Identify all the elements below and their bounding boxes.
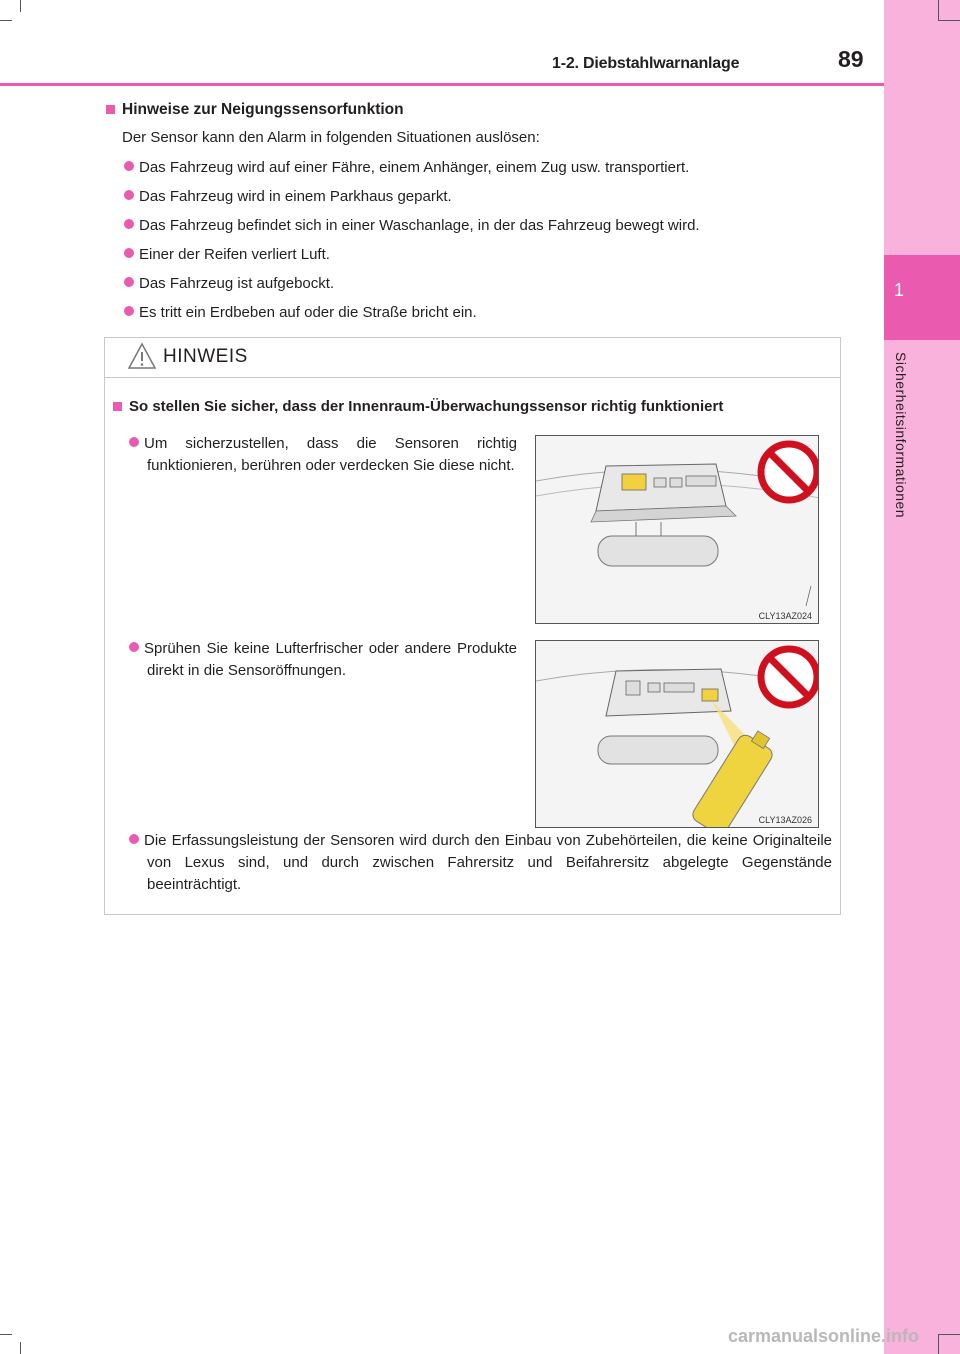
crop-mark <box>938 20 960 21</box>
notice-header <box>105 338 840 378</box>
dot-bullet-icon <box>129 834 139 844</box>
image-code: CLY13AZ026 <box>758 815 812 825</box>
chapter-sidebar <box>884 0 960 1354</box>
intro-text: Der Sensor kann den Alarm in folgenden Situationen auslösen: <box>122 129 540 146</box>
dot-bullet-icon <box>124 190 134 200</box>
illustration-sensor-covered <box>535 435 819 624</box>
list-item: Das Fahrzeug befindet sich in einer Waschanlage, in der das Fahrzeug bewegt wird. <box>124 215 700 244</box>
watermark: carmanualsonline.info <box>728 1326 920 1346</box>
dot-bullet-icon <box>124 161 134 171</box>
dot-bullet-icon <box>124 248 134 258</box>
list-item: Das Fahrzeug ist aufgebockt. <box>124 273 700 302</box>
image-code: CLY13AZ024 <box>758 611 812 621</box>
header-rule <box>0 83 884 86</box>
situation-list <box>124 157 700 331</box>
crop-mark <box>0 1334 12 1335</box>
overhead-console-illustration <box>536 436 819 624</box>
crop-mark <box>20 1342 21 1354</box>
crop-mark <box>0 20 12 21</box>
prohibited-icon <box>761 649 817 705</box>
section-heading: Hinweise zur Neigungssensorfunktion <box>106 101 404 119</box>
warning-triangle-icon <box>128 342 156 370</box>
dot-bullet-icon <box>124 306 134 316</box>
notice-title: HINWEIS <box>163 346 248 367</box>
square-bullet-icon <box>113 402 122 411</box>
page-number: 89 <box>838 46 864 72</box>
list-item: Es tritt ein Erdbeben auf oder die Straße bricht ein. <box>124 302 700 331</box>
dot-bullet-icon <box>124 277 134 287</box>
notice-box <box>104 337 841 915</box>
notice-item: Sprühen Sie keine Lufterfrischer oder andere Produkte direkt in die Sensoröffnungen. <box>129 638 517 682</box>
section-title: 1-2. Diebstahlwarnanlage <box>552 55 740 72</box>
crop-mark <box>938 1334 939 1354</box>
prohibited-icon <box>761 444 817 500</box>
spray-can-illustration <box>536 641 819 828</box>
dot-bullet-icon <box>129 437 139 447</box>
square-bullet-icon <box>106 105 115 114</box>
notice-item: Die Erfassungsleistung der Sensoren wird durch den Einbau von Zubehörteilen, die keine Originalteile von Lexus sind, und durch zwischen Fahrersitz und Beifahrersitz abgelegte Gegenstände beeinträchtigt. <box>129 830 832 896</box>
list-item: Das Fahrzeug wird auf einer Fähre, einem Anhänger, einem Zug usw. transportiert. <box>124 157 700 186</box>
chapter-label: Sicherheitsinformationen <box>893 352 909 519</box>
illustration-spray <box>535 640 819 828</box>
notice-item: Um sicherzustellen, dass die Sensoren richtig funktionieren, berühren oder verdecken Sie diese nicht. <box>129 433 517 477</box>
list-item: Das Fahrzeug wird in einem Parkhaus geparkt. <box>124 186 700 215</box>
notice-heading: So stellen Sie sicher, dass der Innenraum-Überwachungssensor richtig funktioniert <box>113 398 723 415</box>
crop-mark <box>938 1334 960 1335</box>
crop-mark <box>938 0 939 20</box>
list-item: Einer der Reifen verliert Luft. <box>124 244 700 273</box>
dot-bullet-icon <box>124 219 134 229</box>
chapter-number: 1 <box>893 280 904 300</box>
crop-mark <box>20 0 21 12</box>
dot-bullet-icon <box>129 642 139 652</box>
